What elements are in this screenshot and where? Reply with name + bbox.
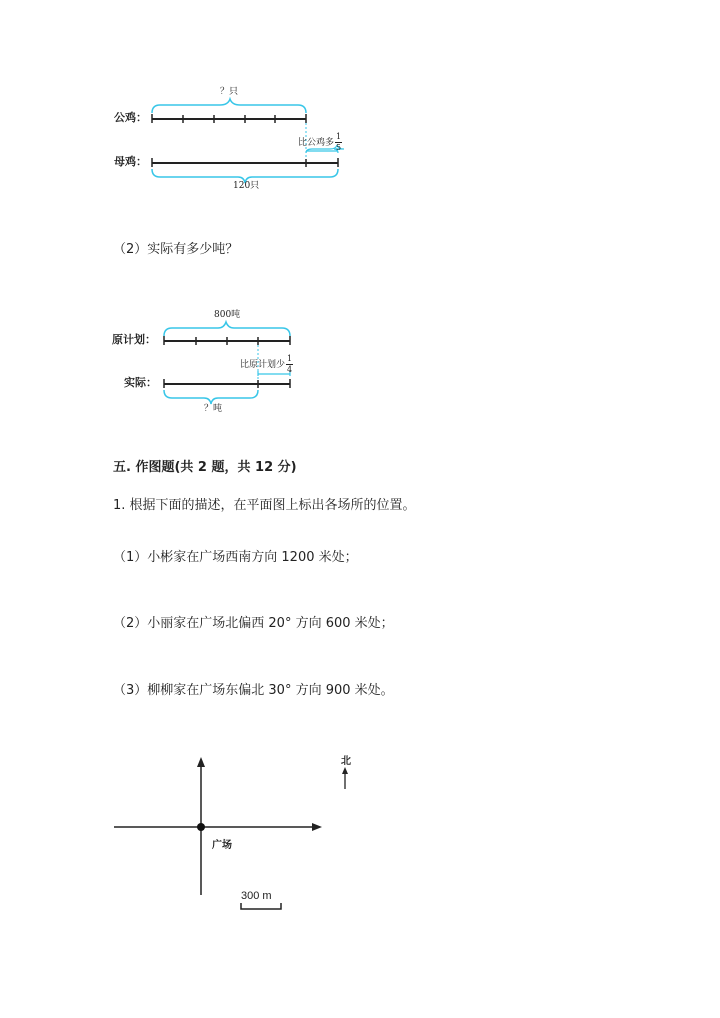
east-arrowhead [312,823,322,831]
rooster-label: 公鸡： [114,111,147,124]
rooster-brace [152,99,306,113]
section-heading: 五. 作图题(共 2 题，共 12 分) [113,460,297,475]
plaza-dot [197,823,205,831]
fraction-1-4 [286,355,293,374]
item-2: （2）小丽家在广场北偏西 20° 方向 600 米处； [113,616,394,631]
rooster-total-label: ？只 [220,87,239,97]
plan-map [100,745,370,920]
tons-diagram [100,308,370,420]
plan-label: 原计划： [112,333,156,346]
plan-brace [164,322,290,336]
item-1: （1）小彬家在广场西南方向 1200 米处； [113,550,358,565]
denominator: 5 [335,143,342,152]
hen-label: 母鸡： [114,155,147,168]
denominator: 4 [286,365,293,374]
fraction-1-5 [335,133,342,152]
compare-phrase: 比公鸡多 [298,138,335,148]
plan-total-label: 800吨 [214,310,241,320]
north-arrowhead [197,757,205,767]
scale-bar [241,903,281,909]
actual-label: 实际： [124,376,157,389]
numerator: 1 [286,354,293,363]
actual-brace [164,390,258,404]
question-1: 1. 根据下面的描述，在平面图上标出各场所的位置。 [113,498,416,513]
north-indicator-arrowhead [342,767,348,774]
map-graphic [100,745,370,920]
numerator: 1 [335,132,342,141]
item-3: （3）柳柳家在广场东偏北 30° 方向 900 米处。 [113,683,394,698]
hen-total-label: 120只 [233,181,260,191]
north-label: 北 [341,756,351,767]
chicken-diagram [100,85,370,195]
question-2: （2）实际有多少吨？ [113,242,239,257]
plaza-label: 广场 [212,840,232,851]
compare-phrase: 比原计划少 [240,360,286,370]
tons-diagram-graphic [100,308,370,420]
compare-text-2 [240,355,293,374]
actual-total-label: ？吨 [204,404,223,414]
scale-label: 300 m [241,890,272,902]
compare-text-1 [298,133,342,152]
